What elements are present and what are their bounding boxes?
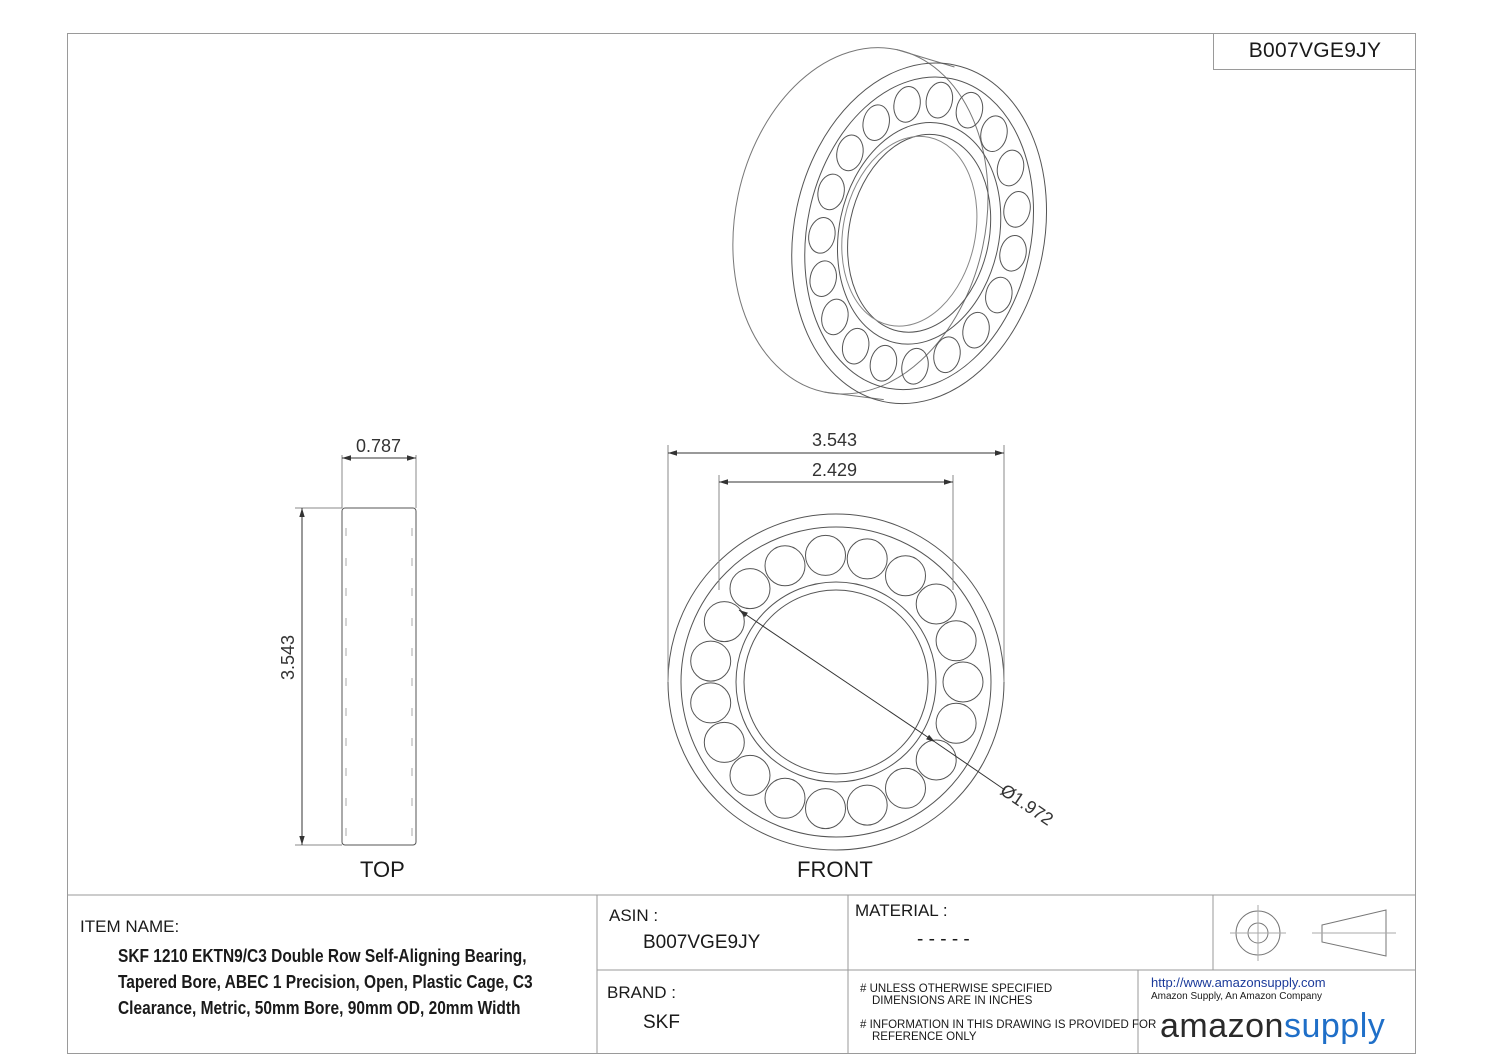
rolling-element (943, 662, 983, 702)
item-name-label: ITEM NAME: (80, 917, 180, 936)
dim-front-inner: 2.429 (812, 460, 858, 480)
brand-value: SKF (643, 1012, 680, 1033)
rolling-element (704, 722, 744, 762)
view-label-front: FRONT (797, 857, 873, 882)
rolling-element (815, 172, 848, 213)
item-line: SKF 1210 EKTN9/C3 Double Row Self-Aligning Bearing, (118, 946, 527, 966)
brand-label: BRAND : (607, 983, 676, 1002)
rolling-element (860, 102, 893, 143)
projection-symbol-icon (1230, 905, 1396, 961)
rolling-element (730, 569, 770, 609)
rolling-element (806, 789, 846, 829)
dim-front-outer: 3.543 (812, 430, 858, 450)
rolling-element (847, 539, 887, 579)
rolling-element (936, 621, 976, 661)
dim-top-width: 0.787 (356, 436, 402, 456)
front-view (668, 445, 1005, 850)
rolling-element (765, 546, 805, 586)
rolling-element (936, 703, 976, 743)
company-name: Amazon Supply, An Amazon Company (1151, 991, 1323, 1002)
rolling-element (765, 778, 805, 818)
rolling-element (1001, 189, 1034, 230)
material-label: MATERIAL : (855, 901, 948, 920)
material-value: - - - - - (917, 929, 970, 950)
rolling-element (886, 556, 926, 596)
rolling-element (931, 334, 964, 375)
rolling-element (730, 755, 770, 795)
rolling-element (867, 343, 900, 384)
asin-value: B007VGE9JY (643, 932, 761, 953)
rolling-element (916, 740, 956, 780)
rolling-element (806, 535, 846, 575)
asin-label: ASIN : (609, 906, 659, 925)
view-label-top: TOP (360, 857, 405, 882)
rolling-element (704, 602, 744, 642)
rolling-element (886, 768, 926, 808)
isometric-view (702, 24, 1078, 431)
dim-top-height: 3.543 (278, 634, 298, 680)
rolling-element (807, 258, 840, 299)
amazonsupply-logo: amazonsupply (1160, 1007, 1386, 1045)
rolling-element (818, 297, 851, 338)
part-code-box: B007VGE9JY (1213, 33, 1416, 70)
top-view (295, 455, 416, 845)
item-line: Tapered Bore, ABEC 1 Precision, Open, Plastic Cage, C3 (118, 972, 533, 992)
note-units: # UNLESS OTHERWISE SPECIFIED DIMENSIONS ARE IN INCHES (860, 983, 1053, 1007)
item-line: Clearance, Metric, 50mm Bore, 90mm OD, 20mm Width (118, 998, 521, 1018)
rolling-element (847, 785, 887, 825)
rolling-element (916, 584, 956, 624)
rolling-element (805, 215, 838, 256)
item-description (118, 943, 533, 1021)
rolling-element (997, 233, 1030, 274)
website-link[interactable]: http://www.amazonsupply.com (1151, 975, 1326, 990)
dim-front-bore: Ø1.972 (996, 780, 1057, 830)
rolling-element (691, 641, 731, 681)
note-reference: # INFORMATION IN THIS DRAWING IS PROVIDED FOR REFERENCE ONLY (860, 1019, 1157, 1043)
rolling-element (691, 683, 731, 723)
rolling-element (891, 84, 924, 125)
rolling-element (839, 326, 872, 367)
rolling-element (923, 80, 956, 121)
rolling-element (994, 148, 1027, 189)
